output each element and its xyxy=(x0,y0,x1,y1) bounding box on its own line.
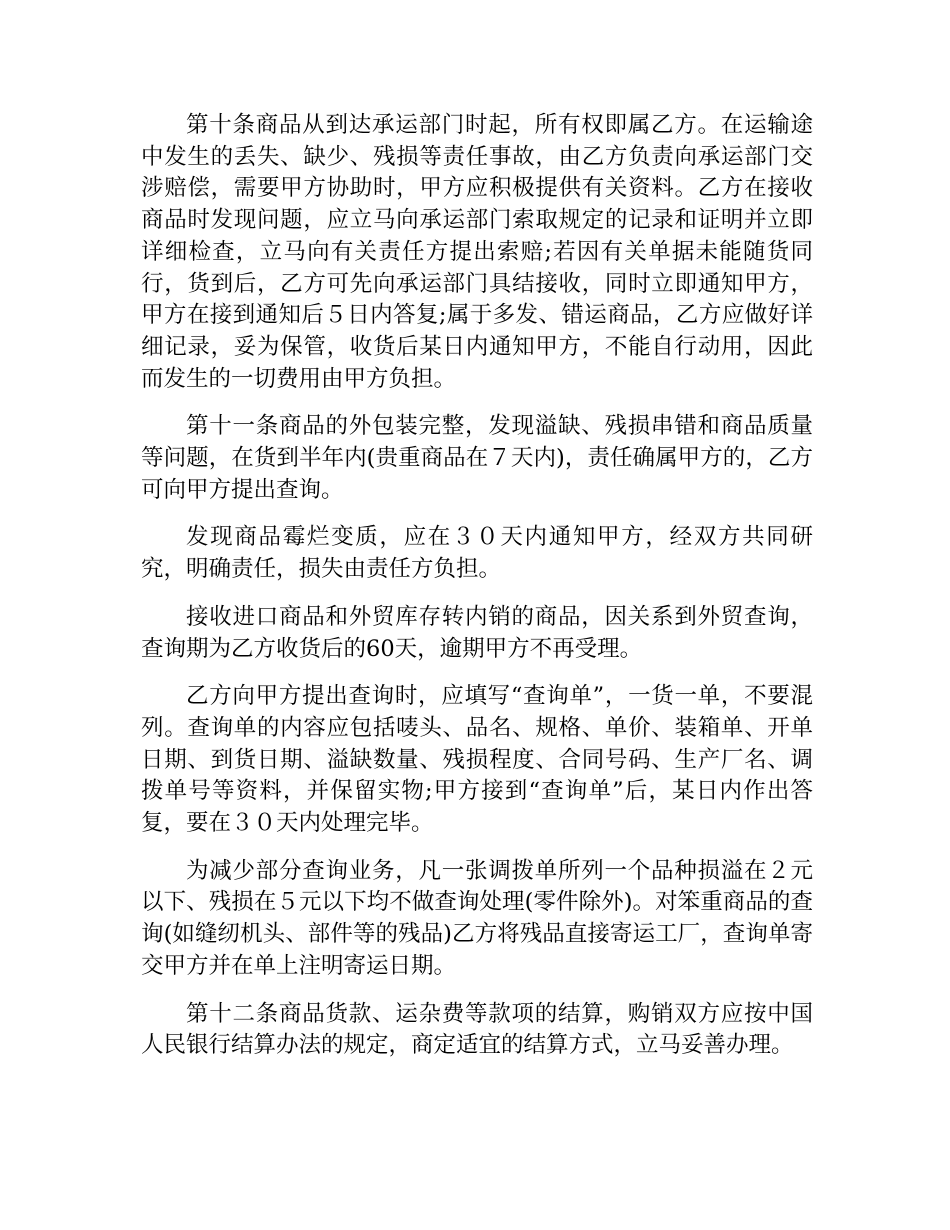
paragraph-spoilage-notice: 发现商品霉烂变质，应在３０天内通知甲方，经双方共同研究，明确责任，损失由责任方负担。 xyxy=(141,524,813,583)
paragraph-inquiry-reduction: 为减少部分查询业务，凡一张调拨单所列一个品种损溢在２元以下、残损在５元以下均不做查询处理(零件除外)。对笨重商品的查询(如缝纫机头、部件等的残品)乙方将残品直接寄运工厂，查询单寄交甲方并在单上注明寄运日期。 xyxy=(141,857,813,979)
paragraph-inquiry-form: 乙方向甲方提出查询时，应填写“查询单”，一货一单，不要混列。查询单的内容应包括唛头、品名、规格、单价、装箱单、开单日期、到货日期、溢缺数量、残损程度、合同号码、生产厂名、调拨单号等资料，并保留实物;甲方接到“查询单”后，某日内作出答复，要在３０天内处理完毕。 xyxy=(141,683,813,837)
paragraph-article-10: 第十条商品从到达承运部门时起，所有权即属乙方。在运输途中发生的丢失、缺少、残损等责任事故，由乙方负责向承运部门交涉赔偿，需要甲方协助时，甲方应积极提供有关资料。乙方在接收商品时发现问题，应立马向承运部门索取规定的记录和证明并立即详细检查，立马向有关责任方提出索赔;若因有关单据未能随货同行，货到后，乙方可先向承运部门具结接收，同时立即通知甲方，甲方在接到通知后５日内答复;属于多发、错运商品，乙方应做好详细记录，妥为保管，收货后某日内通知甲方，不能自行动用，因此而发生的一切费用由甲方负担。 xyxy=(141,112,813,392)
document-body xyxy=(141,110,813,1078)
paragraph-article-11: 第十一条商品的外包装完整，发现溢缺、残损串错和商品质量等问题，在货到半年内(贵重商品在７天内)，责任确属甲方的，乙方可向甲方提出查询。 xyxy=(141,413,813,503)
paragraph-article-12: 第十二条商品货款、运杂费等款项的结算，购销双方应按中国人民银行结算办法的规定，商定适宜的结算方式，立马妥善办理。 xyxy=(141,1000,813,1059)
paragraph-import-inquiry: 接收进口商品和外贸库存转内销的商品，因关系到外贸查询，查询期为乙方收货后的60天，逾期甲方不再受理。 xyxy=(141,603,813,662)
